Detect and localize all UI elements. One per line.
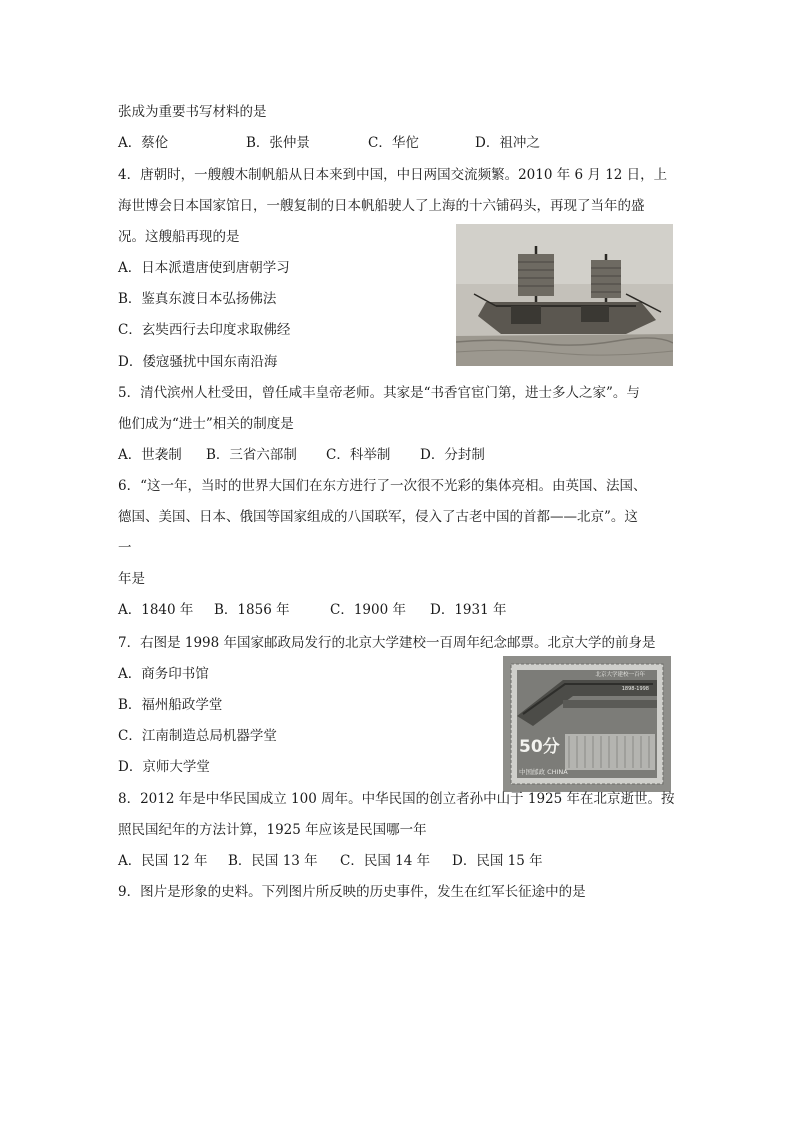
q8-line1: 8．2012 年是中华民国成立 100 周年。中华民国的创立者孙中山于 1925 年在北京逝世。按	[118, 791, 675, 807]
peking-university-stamp-photo	[503, 656, 671, 792]
q6-option-a: A．1840 年	[118, 602, 194, 618]
q6-line4: 年是	[118, 571, 145, 587]
sailing-ship-illustration	[456, 224, 673, 366]
q6-line3: 一	[118, 540, 132, 556]
q5-option-a: A．世袭制	[118, 447, 182, 463]
q6-option-b: B．1856 年	[214, 602, 290, 618]
q3-option-c: C．华佗	[368, 135, 419, 151]
q8-line2: 照民国纪年的方法计算，1925 年应该是民国哪一年	[118, 822, 427, 838]
q3-option-d: D．祖冲之	[475, 135, 540, 151]
stamp-years: 1898-1998	[621, 686, 649, 692]
q3-option-b: B．张仲景	[246, 135, 310, 151]
sailing-ship-photo	[456, 224, 673, 366]
q9-line1: 9．图片是形象的史料。下列图片所反映的历史事件，发生在红军长征途中的是	[118, 884, 586, 900]
q3-stem: 张成为重要书写材料的是	[118, 104, 267, 120]
q4-line2: 海世博会日本国家馆日，一艘复制的日本帆船驶人了上海的十六铺码头，再现了当年的盛	[118, 198, 645, 214]
q8-options	[118, 851, 543, 871]
q4-option-b: B．鉴真东渡日本弘扬佛法	[118, 291, 277, 307]
q5-option-c: C．科举制	[326, 447, 391, 463]
q7-option-d: D．京师大学堂	[118, 759, 210, 775]
q7-line1: 7．右图是 1998 年国家邮政局发行的北京大学建校一百周年纪念邮票。北京大学的前身是	[118, 635, 656, 651]
q4-option-d: D．倭寇骚扰中国东南沿海	[118, 354, 278, 370]
q4-option-c: C．玄奘西行去印度求取佛经	[118, 322, 291, 338]
q7-option-b: B．福州船政学堂	[118, 697, 223, 713]
q3-options	[118, 133, 540, 153]
q8-option-d: D．民国 15 年	[452, 853, 543, 869]
stamp-illustration	[503, 656, 671, 792]
stamp-caption: 北京大学建校一百年	[595, 672, 645, 678]
q6-line1: 6．“这一年，当时的世界大国们在东方进行了一次很不光彩的集体亮相。由英国、法国、	[118, 478, 647, 494]
q7-option-c: C．江南制造总局机器学堂	[118, 728, 277, 744]
q5-line1: 5．清代滨州人杜受田，曾任咸丰皇帝老师。其家是“书香官宦门第，进士多人之家”。与	[118, 385, 640, 401]
q5-option-b: B．三省六部制	[206, 447, 297, 463]
q4-line3: 况。这艘船再现的是	[118, 229, 240, 245]
q4-option-a: A．日本派遣唐使到唐朝学习	[118, 260, 290, 276]
q6-option-d: D．1931 年	[430, 602, 507, 618]
q4-line1: 4．唐朝时，一艘艘木制帆船从日本来到中国，中日两国交流频繁。2010 年 6 月 12 日，上	[118, 167, 668, 183]
stamp-country: 中国邮政 CHINA	[519, 768, 568, 776]
q8-option-c: C．民国 14 年	[340, 853, 431, 869]
stamp-value: 50分	[519, 737, 560, 757]
q6-option-c: C．1900 年	[330, 602, 406, 618]
q8-option-a: A．民国 12 年	[118, 853, 208, 869]
q6-options	[118, 600, 506, 620]
q5-line2: 他们成为“进士”相关的制度是	[118, 416, 294, 432]
q3-option-a: A．蔡伦	[118, 135, 169, 151]
q5-options	[118, 445, 485, 465]
q7-option-a: A．商务印书馆	[118, 666, 209, 682]
q5-option-d: D．分封制	[420, 447, 485, 463]
q6-line2: 德国、美国、日本、俄国等国家组成的八国联军，侵入了古老中国的首都——北京”。这	[118, 509, 638, 525]
q8-option-b: B．民国 13 年	[228, 853, 318, 869]
